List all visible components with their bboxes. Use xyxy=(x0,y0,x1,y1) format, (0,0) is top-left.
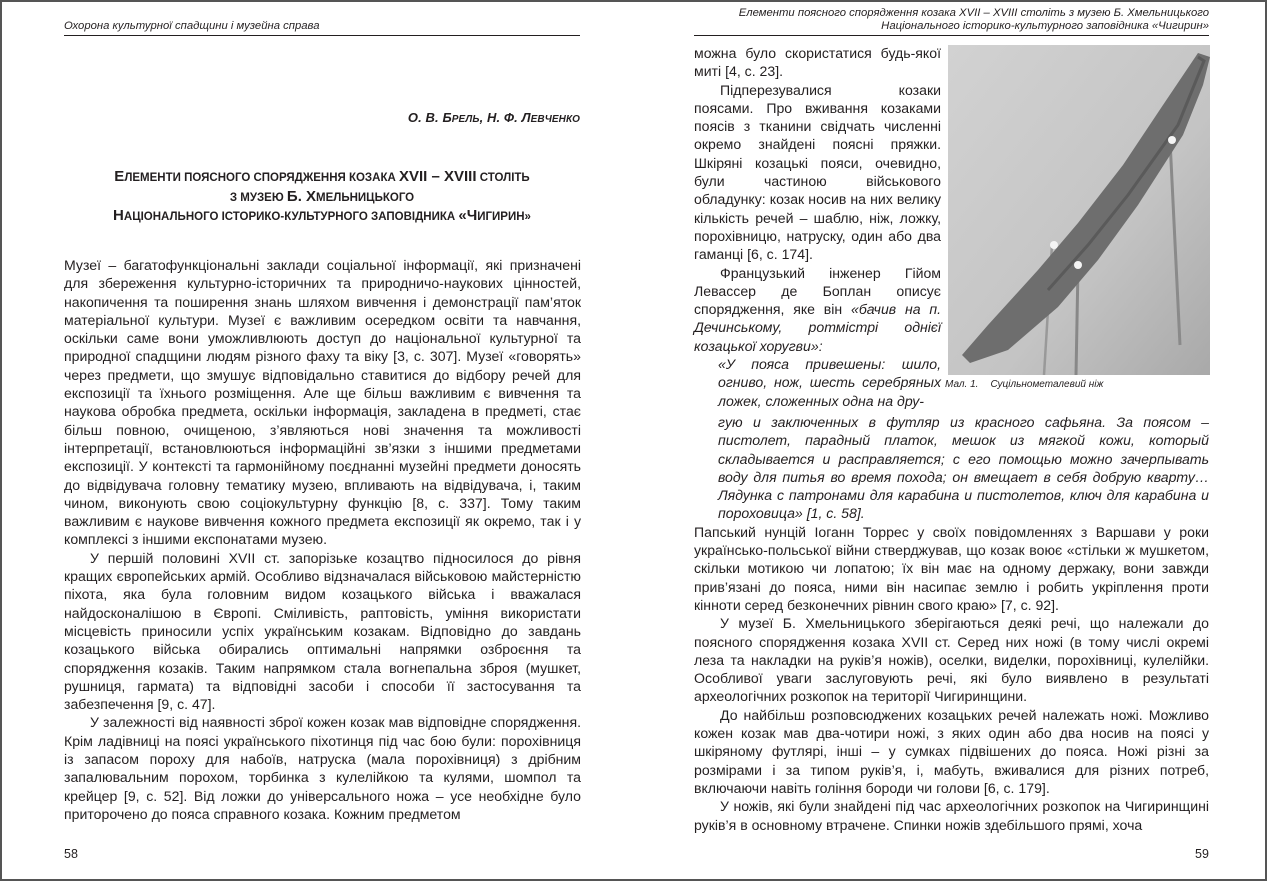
right-running-head xyxy=(694,7,1209,36)
paragraph: можна було скористатися будь-якої миті [4, с. 23]. xyxy=(694,45,941,80)
caption-number: Мал. 1. xyxy=(945,379,979,390)
title-text: З МУЗЕЮ xyxy=(229,191,287,204)
author-1-initials: О. В. xyxy=(407,110,443,125)
title-cap: Б. Х xyxy=(286,187,317,205)
caption-text: Суцільнометалевий ніж xyxy=(990,379,1104,390)
paragraph-text: Французький інженер Гійом Левассер де Боплан описує спорядження, яке він xyxy=(694,264,941,318)
paragraph: У залежності від наявності зброї кожен козак мав відповідне спорядження. Крім ладівниці на поясі українського піхотинця під час бою були: порохівниця із запасом пороху для набоїв, натруска (мала порохівниця) з дрібним запалювальним порохом, торбинка з кулелійкою та кулями, шомпол та крейцер [9, с. 52]. Від ложки до універсального ножа – усе необхідне було приторочено до пояса справного козака. Кожним предметом xyxy=(64,714,581,822)
title-text: ЛЕМЕНТИ ПОЯСНОГО СПОРЯДЖЕННЯ КОЗАКА xyxy=(124,172,399,184)
author-1-surname-cap: Б xyxy=(442,110,452,125)
article-title xyxy=(64,168,580,227)
title-text: МЕЛЬНИЦЬКОГО xyxy=(316,191,415,204)
knife-image-icon xyxy=(948,45,1210,375)
author-2-surname-rest: ЕВЧЕНКО xyxy=(530,114,580,125)
title-cap: Е xyxy=(114,168,125,185)
title-line-2 xyxy=(64,188,580,208)
figure-caption xyxy=(945,379,1103,390)
left-body xyxy=(64,256,581,823)
knife-photo xyxy=(948,45,1210,375)
paragraph: У музеї Б. Хмельницького зберігаються деякі речі, що належали до поясного спорядження козака XVII ст. Серед них ножі (в тому числі окремі леза та накладки на руків’я ножів), оселки, виделки, порохівниці, кулелійки. Особливої уваги заслуговують речі, які було виявлено в результаті археологічних розкопок на території Чигиринщини. xyxy=(694,615,1209,705)
paragraph: Підперезувалися козаки поясами. Про вживання козаками поясів з тканини свідчать численні окремо знайдені поясні пряжки. Шкіряні козацькі пояси, очевидно, були частиною військового обладунку: козак носив на них велику кількість речей – шаблю, ніж, ложку, порохівницю, натруску, один або два гаманці [6, с. 174]. xyxy=(694,81,941,263)
title-text: АЦІОНАЛЬНОГО ІСТОРИКО-КУЛЬТУРНОГО ЗАПОВІДНИКА xyxy=(123,211,459,223)
paragraph: Папський нунцій Іоганн Торрес у своїх повідомленнях з Варшави у роки українсько-польської війни стверджував, що козак воює «стільки ж мушкетом, скільки мотикою чи лопатою; їх він має на одному держаку, вони завжди прив’язані до пояса, ними він насипає землю і робить укріплення проти кінноти серед безконечних рівнин свого краю» [7, с. 92]. xyxy=(694,523,1209,613)
paragraph xyxy=(694,264,941,355)
paragraph: У ножів, які були знайдені під час археологічних розкопок на Чигиринщині руків’я в основному втрачене. Спинки ножів здебільшого прямі, хоча xyxy=(694,798,1209,833)
running-head-line-1: Елементи поясного спорядження козака XVII – XVIII століть з музею Б. Хмельницького xyxy=(738,7,1209,19)
title-line-3 xyxy=(64,207,580,227)
author-1-surname-rest: РЕЛЬ xyxy=(451,114,480,125)
title-cap: «Ч xyxy=(458,207,478,224)
paragraph: У першій половині XVII ст. запорізьке козацтво підносилося до рівня кращих європейських армій. Особливо відзначалася військовою майстерністю піхота, яка була головним видом козацького війська і вважалася найдосконалішою в Європі. Сміливість, раптовість, уміння використати місцевість приносили успіх українським козакам. Відповідно до завдань козацького війська обирались оптимальні напрямки озброєння та спорядження козаків. Таким напрямком стала вогнепальна зброя (мушкет, рушниця, гармата) та відповідні засоби і способи її застосування та забезпечення [9, с. 47]. xyxy=(64,549,581,713)
paragraph: До найбільш розповсюджених козацьких речей належать ножі. Можливо кожен козак мав два-чотири ножі, з яких один або два носив на поясі у шкіряному футлярі, інші – у сумках підвішених до пояса. Ножі різні за розмірами і за типом руків’я, і, мабуть, вживалися для різних потреб, включаючи навіть гоління бороди чи голови [6, с. 179]. xyxy=(694,706,1209,796)
title-cap: Н xyxy=(113,207,124,224)
title-line-1 xyxy=(64,168,580,188)
page-number-right: 59 xyxy=(1195,847,1209,861)
author-separator: , xyxy=(479,110,488,125)
right-top-column xyxy=(694,44,941,410)
right-body xyxy=(694,413,1209,834)
page-number-left: 58 xyxy=(64,847,78,861)
author-2-initials: Н. Ф. xyxy=(487,110,522,125)
title-text: ИГИРИН» xyxy=(477,211,531,223)
authors xyxy=(64,110,580,125)
author-2-surname-cap: Л xyxy=(521,110,531,125)
inline-quote: «бачив на п. Дечинському, ротмістрі однієї козацької хоругви»: xyxy=(694,301,941,354)
left-running-head: Охорона культурної спадщини і музейна справа xyxy=(64,20,580,36)
paragraph: Музеї – багатофункціональні заклади соціальної інформації, які призначені для збереження культурно-історичних та природничо-наукових цінностей, накопичення та поширення знань шляхом вивчення і демонстрації пам’яток матеріальної культури. Музеї є важливим осередком освіти та навчання, оскільки саме вони уможливлюють доступ до національної культурної та природної спадщини людям різного фаху та віку [3, с. 307]. Музеї «говорять» через предмети, що змушує відповідально ставитися до відбору речей для експозиції та їхнього розміщення. Але ще більш важливим є вивчення та наукова обробка предмета, оскільки інформація, закладена в предметі, стає більш повною, очищеною, з’являються нові значення та можливості інтерпретації, встановлюються інформаційні зв’язки з іншими предметами експозиції. У контексті та гармонійному поєднанні музейні предмети доносять до відвідувача головну тематику музею, впливають на відвідувача, і, таким чином, виконують свою соціокультурну функцію [8, с. 337]. Тому таким важливим є наукове вивчення кожного предмета експозиції як окремо, так і у комплексі з іншими експонатами музею. xyxy=(64,257,581,548)
title-text: СТОЛІТЬ xyxy=(476,172,530,184)
title-centuries: XVII – XVIII xyxy=(398,168,477,185)
running-head-line-2: Національного історико-культурного заповідника «Чигирин» xyxy=(881,20,1209,32)
block-quote-start: «У пояса привешены: шило, огниво, нож, шесть серебряных ложек, сложенных одна на дру- xyxy=(718,356,941,409)
block-quote-continued: гую и заключенных в футляр из красного сафьяна. За поясом – пистолет, парадный платок, мешок из мягкой кожи, который складывается и расправляется; с его помощью можно зачерпывать воду для питья во время похода; он вмещает в себя добрую кварту… Лядунка с патронами для карабина и пистолетов, ключ для карабина и пороховица» [1, с. 58]. xyxy=(718,414,1209,522)
